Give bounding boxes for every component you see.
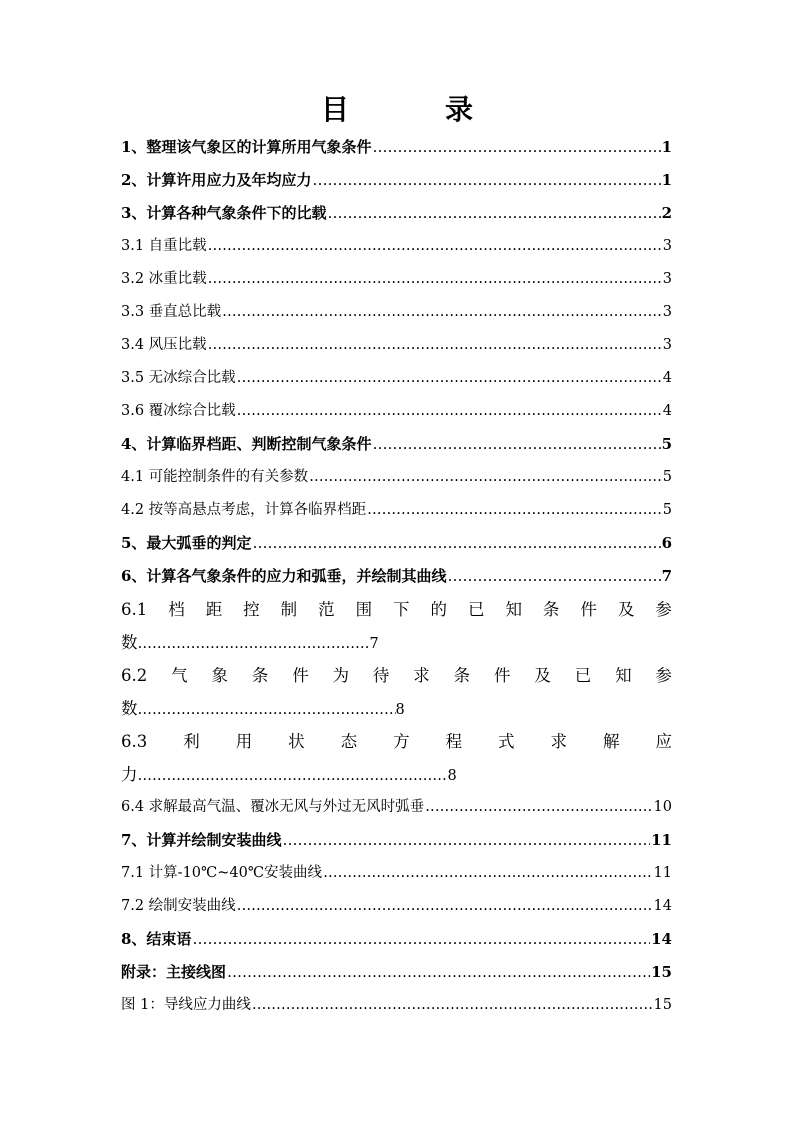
- toc-entry-label: 7.1 计算-10℃~40℃安装曲线: [121, 865, 323, 881]
- toc-entry-6-3[interactable]: [121, 725, 672, 791]
- toc-entry-3-5[interactable]: [121, 362, 672, 395]
- toc-entry-4-1[interactable]: [121, 461, 672, 494]
- toc-entry-4[interactable]: [121, 428, 672, 461]
- toc-entry-label: 4.2 按等高悬点考虑，计算各临界档距: [121, 502, 367, 518]
- toc-entry-label: 3.4 风压比载: [121, 337, 207, 353]
- toc-entry-label: 1、整理该气象区的计算所用气象条件: [121, 138, 372, 156]
- toc-entry-2[interactable]: [121, 164, 672, 197]
- toc-entry-page: 3: [662, 271, 672, 287]
- toc-title: [0, 88, 794, 128]
- toc-entry-figure-1[interactable]: [121, 989, 672, 1022]
- toc-entry-label-justified: 6.2 气 象 条 件 为 待 求 条 件 及 已 知 参: [121, 666, 672, 685]
- toc-entry-page: 15: [651, 963, 672, 981]
- toc-entry-label: 3.2 冰重比载: [121, 271, 207, 287]
- toc-entry-7[interactable]: [121, 824, 672, 857]
- toc-entry-3[interactable]: [121, 197, 672, 230]
- toc-entry-3-1[interactable]: [121, 230, 672, 263]
- toc-entry-page: 15: [653, 997, 672, 1013]
- toc-entry-page: 7: [369, 636, 379, 652]
- toc-entry-1[interactable]: [121, 131, 672, 164]
- toc-entry-7-1[interactable]: [121, 857, 672, 890]
- toc-entry-appendix[interactable]: [121, 956, 672, 989]
- toc-entry-label: 6、计算各气象条件的应力和弧垂，并绘制其曲线: [121, 567, 447, 585]
- toc-entry-page: 10: [653, 799, 672, 815]
- toc-entry-page: 5: [662, 502, 672, 518]
- toc-entry-page: 8: [447, 768, 457, 784]
- toc-entry-label: 3.5 无冰综合比载: [121, 370, 236, 386]
- toc-title-char-1: 目: [320, 93, 349, 126]
- toc-entry-page: 8: [395, 702, 405, 718]
- toc-entry-7-2[interactable]: [121, 890, 672, 923]
- toc-entry-label: 4、计算临界档距、判断控制气象条件: [121, 435, 372, 453]
- toc-entry-label: 5、最大弧垂的判定: [121, 534, 252, 552]
- toc-entry-label: 附录：主接线图: [121, 963, 227, 981]
- toc-entry-label: 7.2 绘制安装曲线: [121, 898, 236, 914]
- toc-entry-3-3[interactable]: [121, 296, 672, 329]
- toc-entry-page: 11: [651, 831, 672, 849]
- toc-entry-page: 4: [662, 370, 672, 386]
- toc-title-char-2: 录: [445, 93, 474, 126]
- toc-entry-page: 1: [661, 171, 672, 189]
- toc-entry-label: 3.1 自重比载: [121, 238, 207, 254]
- toc-entry-page: 1: [661, 138, 672, 156]
- toc-entry-page: 6: [661, 534, 672, 552]
- table-of-contents: [121, 131, 672, 1022]
- toc-entry-label: 7、计算并绘制安装曲线: [121, 831, 282, 849]
- toc-entry-3-2[interactable]: [121, 263, 672, 296]
- toc-entry-page: 4: [662, 403, 672, 419]
- toc-entry-label-justified: 6.3 利 用 状 态 方 程 式 求 解 应: [121, 732, 672, 751]
- toc-entry-label: 8、结束语: [121, 930, 192, 948]
- toc-entry-label: 3.6 覆冰综合比载: [121, 403, 236, 419]
- toc-entry-page: 7: [661, 567, 672, 585]
- toc-entry-label-end: 数: [121, 633, 138, 652]
- toc-entry-page: 3: [662, 337, 672, 353]
- toc-entry-page: 3: [662, 304, 672, 320]
- toc-entry-label: 4.1 可能控制条件的有关参数: [121, 469, 309, 485]
- toc-entry-page: 5: [661, 435, 672, 453]
- toc-entry-label: 图 1：导线应力曲线: [121, 997, 251, 1013]
- toc-entry-page: 2: [661, 204, 672, 222]
- toc-entry-3-6[interactable]: [121, 395, 672, 428]
- toc-entry-6-2[interactable]: [121, 659, 672, 725]
- toc-entry-8[interactable]: [121, 923, 672, 956]
- toc-entry-page: 14: [651, 930, 672, 948]
- toc-entry-4-2[interactable]: [121, 494, 672, 527]
- toc-entry-label: 6.4 求解最高气温、覆冰无风与外过无风时弧垂: [121, 799, 425, 815]
- toc-entry-6[interactable]: [121, 560, 672, 593]
- toc-entry-page: 5: [662, 469, 672, 485]
- toc-entry-page: 11: [653, 865, 672, 881]
- toc-entry-6-4[interactable]: [121, 791, 672, 824]
- toc-entry-page: 14: [653, 898, 672, 914]
- toc-entry-label-justified: 6.1 档 距 控 制 范 围 下 的 已 知 条 件 及 参: [121, 600, 672, 619]
- toc-entry-label: 2、计算许用应力及年均应力: [121, 171, 312, 189]
- toc-entry-label: 3、计算各种气象条件下的比载: [121, 204, 327, 222]
- toc-entry-5[interactable]: [121, 527, 672, 560]
- toc-entry-label: 3.3 垂直总比载: [121, 304, 222, 320]
- toc-entry-label-end: 力: [121, 765, 138, 784]
- toc-entry-page: 3: [662, 238, 672, 254]
- toc-entry-label-end: 数: [121, 699, 138, 718]
- toc-entry-6-1[interactable]: [121, 593, 672, 659]
- toc-entry-3-4[interactable]: [121, 329, 672, 362]
